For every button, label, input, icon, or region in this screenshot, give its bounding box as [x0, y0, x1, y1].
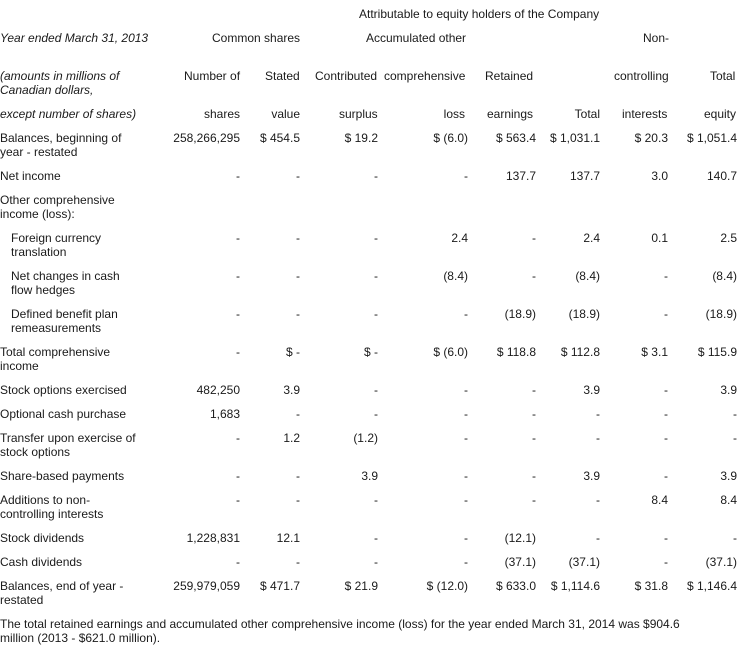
cell-loss: - — [464, 407, 468, 421]
footnote: The total retained earnings and accumulated other comprehensive income (loss) for the year ended March 31, 2014 was $904.6 million (2013 - $621.0 million). — [0, 617, 680, 645]
cell-shares: - — [236, 169, 240, 183]
cell-interests: - — [664, 269, 668, 283]
cell-equity: - — [733, 531, 737, 545]
header-contributed: Contributed — [315, 69, 378, 83]
cell-shares: 1,228,831 — [186, 531, 240, 545]
cell-earnings: - — [532, 269, 536, 283]
cell-value: - — [296, 169, 300, 183]
row-label: Foreign currency translation — [11, 231, 102, 259]
cell-value: - — [296, 407, 300, 421]
cell-surplus: - — [374, 407, 378, 421]
cell-shares: - — [236, 307, 240, 321]
cell-loss: - — [464, 307, 468, 321]
row-label: Stock dividends — [0, 531, 85, 545]
cell-total: - — [596, 531, 600, 545]
row-label: Balances, beginning of year - restated — [0, 131, 122, 159]
header-loss: loss — [443, 107, 465, 121]
cell-equity: $ 115.9 — [697, 345, 737, 359]
cell-total: 2.4 — [583, 231, 600, 245]
cell-shares: 482,250 — [196, 383, 240, 397]
cell-equity: $ 1,146.4 — [686, 579, 737, 593]
cell-shares: - — [236, 493, 240, 507]
cell-equity: 140.7 — [706, 169, 737, 183]
cell-equity: 2.5 — [720, 231, 737, 245]
cell-total: 3.9 — [583, 469, 600, 483]
cell-value: 3.9 — [283, 383, 300, 397]
cell-total: $ 1,114.6 — [550, 579, 600, 593]
cell-interests: - — [664, 383, 668, 397]
cell-value: - — [296, 493, 300, 507]
cell-surplus: $ 21.9 — [344, 579, 378, 593]
cell-surplus: (1.2) — [353, 431, 378, 445]
cell-interests: - — [664, 307, 668, 321]
cell-earnings: - — [532, 431, 536, 445]
cell-loss: - — [464, 555, 468, 569]
cell-loss: (8.4) — [443, 269, 468, 283]
row-label: Net income — [0, 169, 61, 183]
cell-loss: - — [464, 383, 468, 397]
cell-interests: 8.4 — [651, 493, 668, 507]
cell-value: $ 471.7 — [259, 579, 300, 593]
cell-earnings: - — [532, 231, 536, 245]
cell-value: - — [296, 555, 300, 569]
cell-interests: $ 3.1 — [641, 345, 668, 359]
cell-value: - — [296, 469, 300, 483]
cell-earnings: - — [532, 407, 536, 421]
cell-total: (37.1) — [568, 555, 600, 569]
cell-equity: (18.9) — [705, 307, 737, 321]
cell-surplus: - — [374, 169, 378, 183]
row-label: Net changes in cash flow hedges — [11, 269, 120, 297]
cell-loss: - — [464, 493, 468, 507]
cell-total: $ 1,031.1 — [549, 131, 600, 145]
cell-earnings: $ 633.0 — [495, 579, 536, 593]
header-year-ended: Year ended March 31, 2013 — [0, 31, 149, 45]
cell-loss: - — [464, 531, 468, 545]
cell-equity: (8.4) — [712, 269, 737, 283]
cell-equity: 3.9 — [720, 469, 737, 483]
header-earnings: earnings — [487, 107, 534, 121]
row-label: Cash dividends — [0, 555, 83, 569]
header-total: Total — [710, 69, 736, 83]
cell-earnings: $ 118.8 — [496, 345, 536, 359]
header-comprehensive: comprehensive — [384, 69, 466, 83]
header-retained: Retained — [485, 69, 534, 83]
cell-loss: $ (6.0) — [433, 345, 468, 359]
cell-earnings: (37.1) — [504, 555, 536, 569]
cell-equity: 3.9 — [720, 383, 737, 397]
header-controlling: controlling — [614, 69, 669, 83]
cell-total: 137.7 — [569, 169, 600, 183]
cell-loss: 2.4 — [451, 231, 468, 245]
row-label: Defined benefit plan remeasurements — [11, 307, 118, 335]
cell-surplus: - — [374, 231, 378, 245]
cell-loss: $ (6.0) — [433, 131, 468, 145]
cell-surplus: - — [374, 531, 378, 545]
cell-interests: $ 20.3 — [634, 131, 668, 145]
cell-total: - — [596, 431, 600, 445]
cell-loss: - — [464, 469, 468, 483]
cell-equity: - — [733, 407, 737, 421]
cell-shares: 259,979,059 — [173, 579, 240, 593]
cell-total: - — [596, 407, 600, 421]
cell-surplus: $ - — [363, 345, 378, 359]
cell-surplus: - — [374, 307, 378, 321]
cell-shares: - — [236, 469, 240, 483]
cell-value: 12.1 — [276, 531, 300, 545]
cell-total: 3.9 — [583, 383, 600, 397]
cell-value: - — [296, 231, 300, 245]
cell-interests: 0.1 — [651, 231, 668, 245]
header-total-attrib: Total — [574, 107, 600, 121]
cell-interests: - — [664, 531, 668, 545]
cell-shares: - — [236, 231, 240, 245]
cell-earnings: - — [532, 383, 536, 397]
cell-earnings: $ 563.4 — [495, 131, 536, 145]
cell-shares: 1,683 — [209, 407, 240, 421]
header-accumulated-other: Accumulated other — [366, 31, 467, 45]
cell-interests: - — [664, 555, 668, 569]
header-number-of: Number of — [184, 69, 241, 83]
cell-loss: - — [464, 169, 468, 183]
cell-value: $ - — [285, 345, 300, 359]
cell-surplus: - — [374, 383, 378, 397]
row-label: Optional cash purchase — [0, 407, 127, 421]
header-stated: Stated — [265, 69, 300, 83]
cell-total: (8.4) — [575, 269, 600, 283]
cell-loss: - — [464, 431, 468, 445]
cell-equity: - — [733, 431, 737, 445]
header-shares: shares — [203, 107, 240, 121]
cell-interests: - — [664, 469, 668, 483]
header-value: value — [271, 107, 300, 121]
header-non: Non- — [643, 31, 670, 45]
cell-equity: $ 1,051.4 — [686, 131, 737, 145]
cell-equity: (37.1) — [705, 555, 737, 569]
cell-earnings: - — [532, 469, 536, 483]
cell-total: - — [596, 493, 600, 507]
cell-value: 1.2 — [283, 431, 300, 445]
cell-interests: $ 31.8 — [634, 579, 668, 593]
cell-interests: - — [664, 407, 668, 421]
row-label: Total comprehensive income — [0, 345, 111, 373]
cell-interests: - — [664, 431, 668, 445]
header-surplus: surplus — [339, 107, 378, 121]
cell-surplus: - — [374, 555, 378, 569]
header-common-shares: Common shares — [212, 31, 301, 45]
cell-shares: - — [236, 555, 240, 569]
cell-interests: 3.0 — [651, 169, 668, 183]
cell-equity: 8.4 — [720, 493, 737, 507]
cell-shares: - — [236, 431, 240, 445]
cell-total: $ 112.8 — [560, 345, 600, 359]
cell-shares: - — [236, 345, 240, 359]
header-interests: interests — [622, 107, 668, 121]
header-equity: equity — [703, 107, 736, 121]
cell-surplus: $ 19.2 — [344, 131, 378, 145]
cell-earnings: (12.1) — [504, 531, 536, 545]
header-amounts-note: (amounts in millions of Canadian dollars, — [0, 69, 120, 97]
cell-value: - — [296, 269, 300, 283]
cell-total: (18.9) — [568, 307, 600, 321]
header-except-shares: except number of shares) — [0, 107, 137, 121]
cell-earnings: 137.7 — [505, 169, 536, 183]
cell-earnings: (18.9) — [504, 307, 536, 321]
cell-surplus: - — [374, 269, 378, 283]
row-label: Stock options exercised — [0, 383, 127, 397]
cell-value: $ 454.5 — [259, 131, 300, 145]
row-label: Balances, end of year - restated — [0, 579, 124, 607]
cell-shares: - — [236, 269, 240, 283]
cell-earnings: - — [532, 493, 536, 507]
cell-loss: $ (12.0) — [426, 579, 468, 593]
cell-value: - — [296, 307, 300, 321]
cell-shares: 258,266,295 — [173, 131, 240, 145]
row-label: Additions to non-controlling interests — [0, 493, 104, 521]
row-label: Transfer upon exercise of stock options — [0, 431, 136, 459]
group-title: Attributable to equity holders of the Company — [359, 7, 600, 21]
cell-surplus: 3.9 — [361, 469, 378, 483]
row-label: Other comprehensive income (loss): — [0, 193, 115, 221]
row-label: Share-based payments — [0, 469, 125, 483]
cell-surplus: - — [374, 493, 378, 507]
